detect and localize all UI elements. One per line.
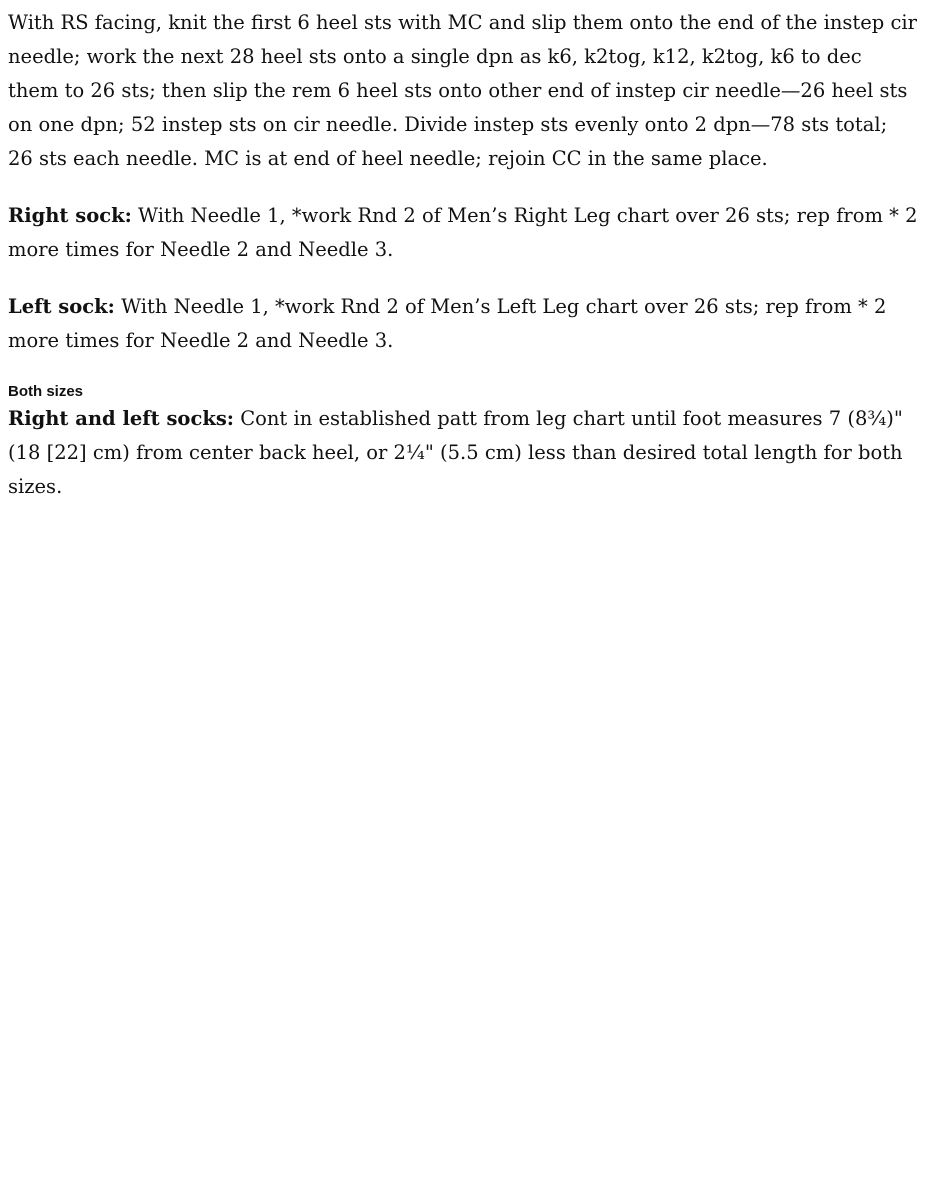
right-sock-paragraph bbox=[8, 199, 918, 267]
left-sock-label: Left sock: bbox=[8, 295, 115, 318]
right-left-socks-paragraph bbox=[8, 402, 918, 504]
right-left-socks-label: Right and left socks: bbox=[8, 407, 235, 430]
both-sizes-heading: Both sizes bbox=[8, 383, 84, 400]
right-left-socks-text: Cont in established patt from leg chart until foot measures 7 (8¾)" (18 [22] cm) from center back heel, or 2¼" (5.5 cm) less than desired total length for both sizes. bbox=[8, 407, 903, 498]
left-sock-text: With Needle 1, *work Rnd 2 of Men’s Left Leg chart over 26 sts; rep from * 2 more times for Needle 2 and Needle 3. bbox=[8, 295, 887, 352]
document-page bbox=[8, 6, 918, 527]
left-sock-paragraph bbox=[8, 290, 918, 358]
right-sock-label: Right sock: bbox=[8, 204, 132, 227]
right-sock-text: With Needle 1, *work Rnd 2 of Men’s Right Leg chart over 26 sts; rep from * 2 more times for Needle 2 and Needle 3. bbox=[8, 204, 918, 261]
heel-instructions-paragraph: With RS facing, knit the first 6 heel sts with MC and slip them onto the end of the instep cir needle; work the next 28 heel sts onto a single dpn as k6, k2tog, k12, k2tog, k6 to dec them to 26 sts; then slip the rem 6 heel sts onto other end of instep cir needle—26 heel sts on one dpn; 52 instep sts on cir needle. Divide instep sts evenly onto 2 dpn—78 sts total; 26 sts each needle. MC is at end of heel needle; rejoin CC in the same place. bbox=[8, 11, 917, 170]
